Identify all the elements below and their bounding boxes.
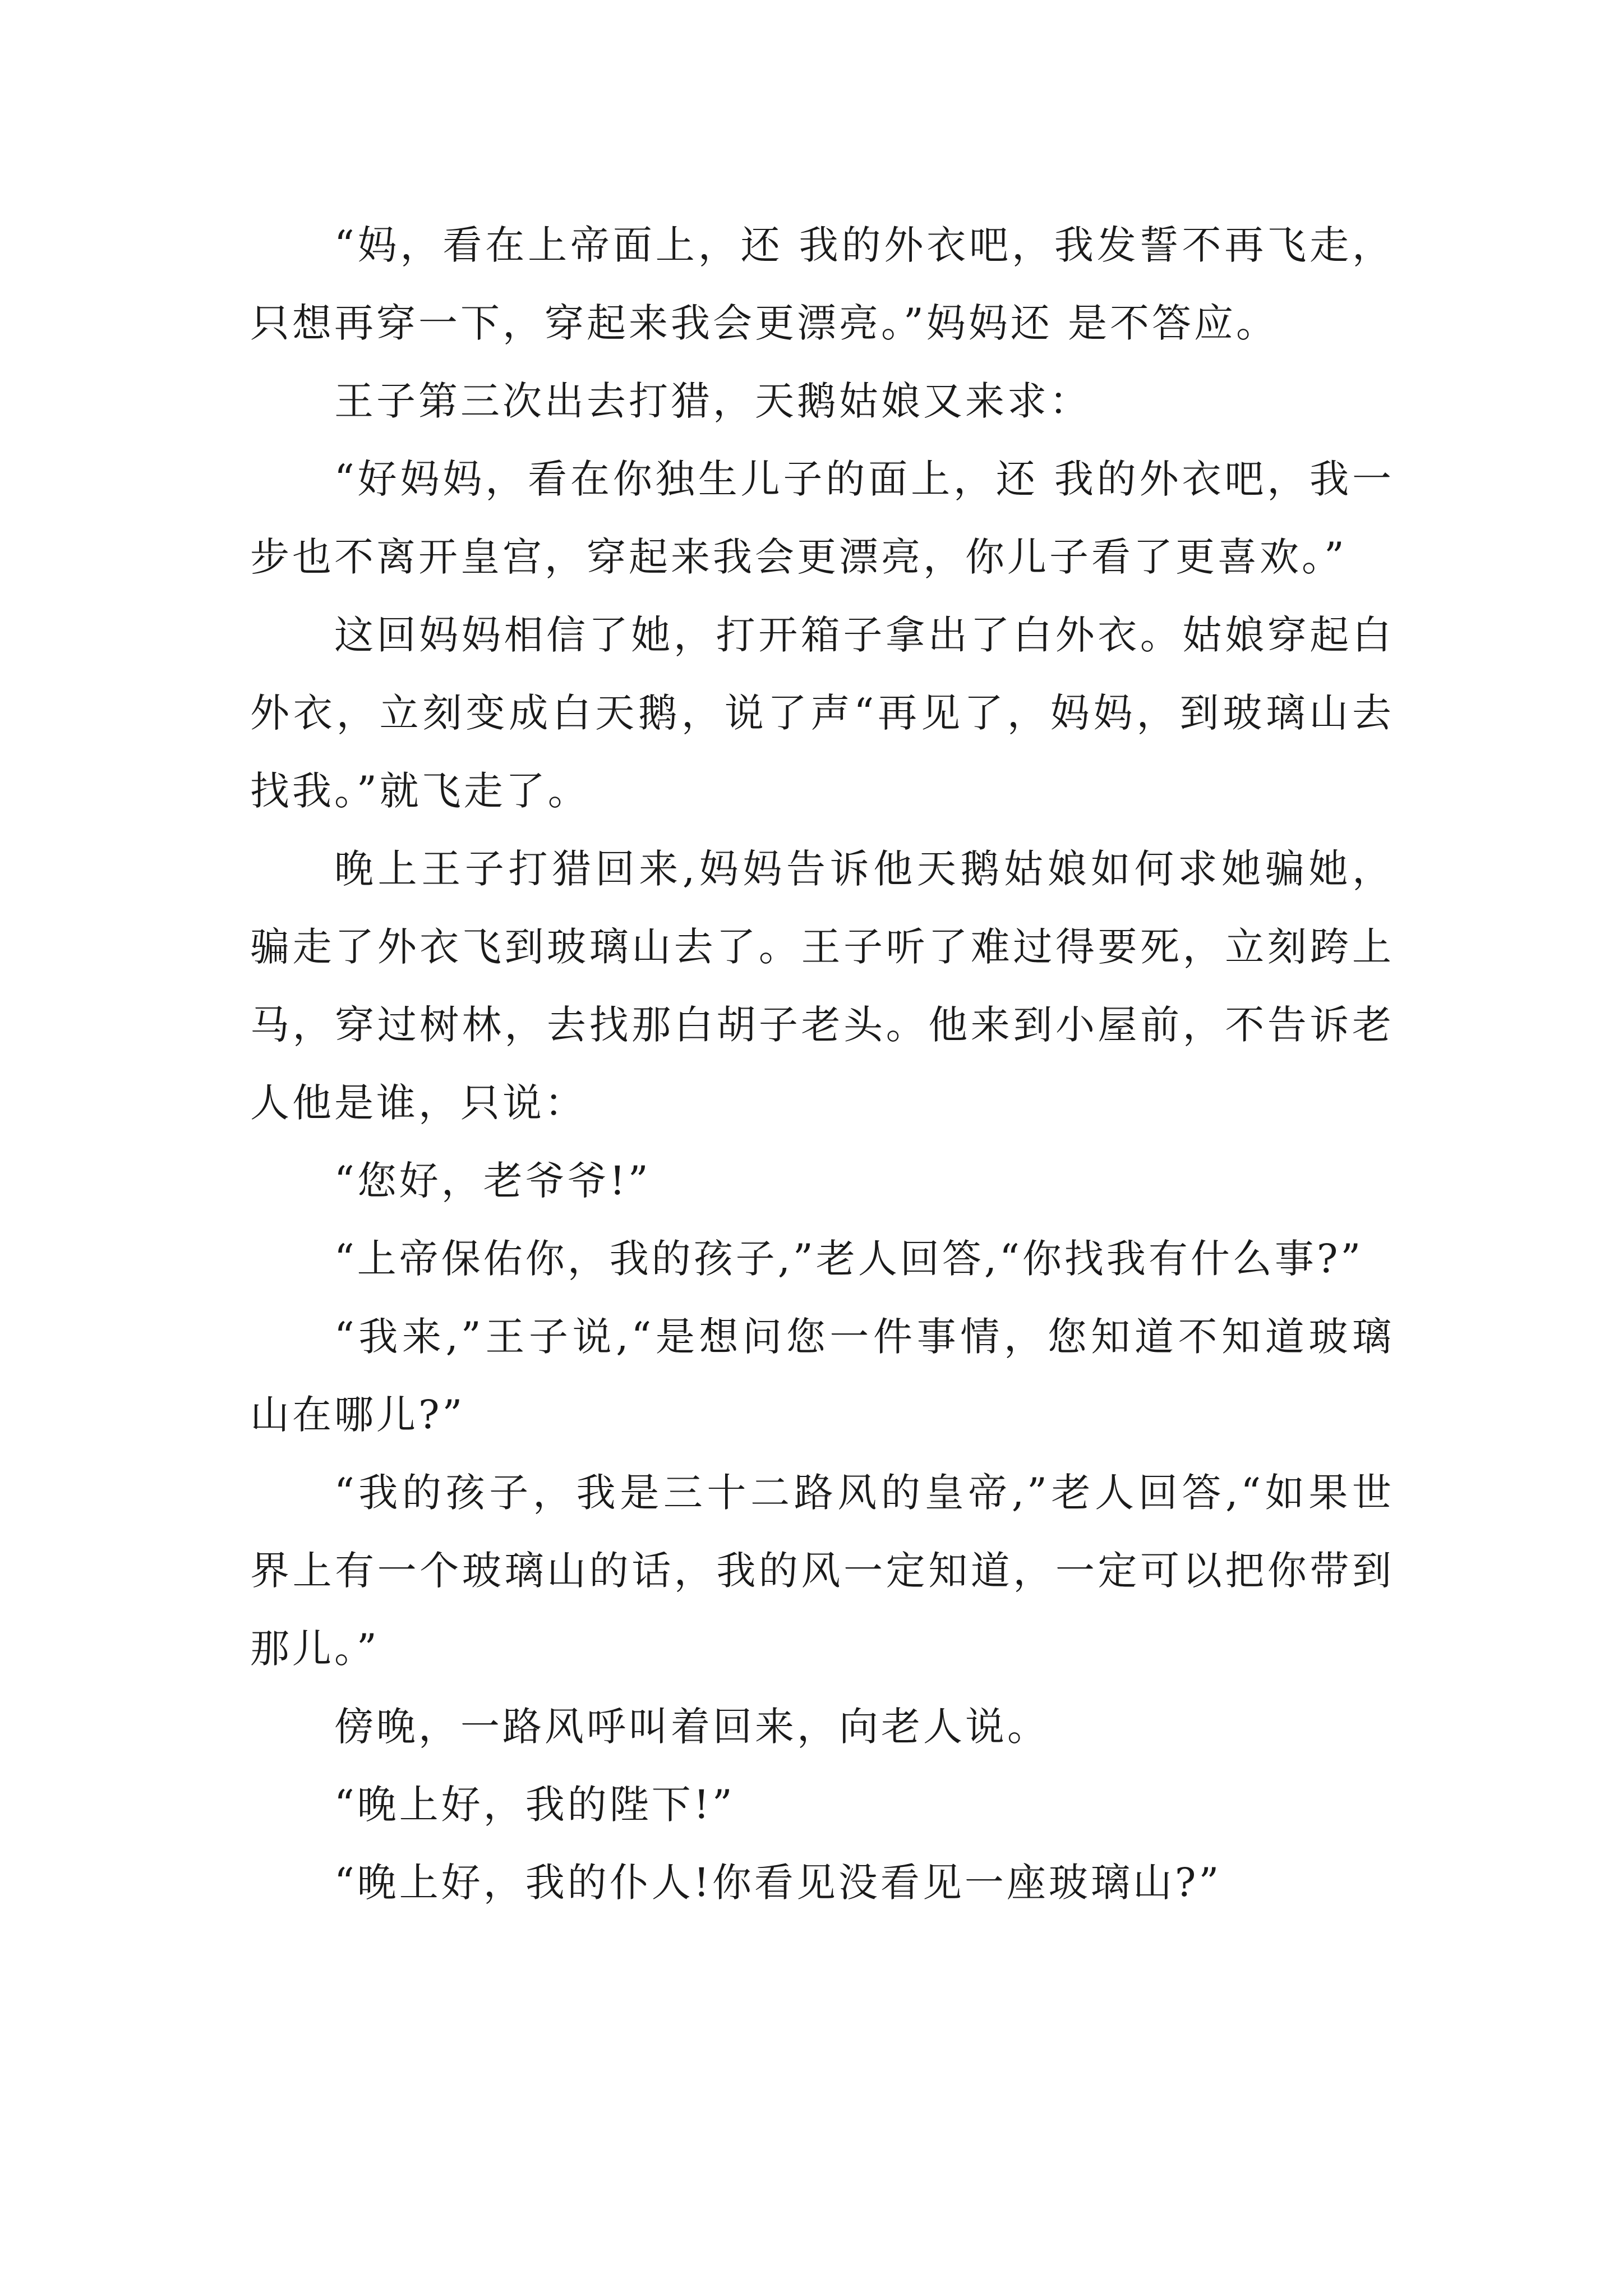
paragraph: 傍晚，一路风呼叫着回来，向老人说。 xyxy=(334,1704,1049,1750)
paragraph: 晚上王子打猎回来,妈妈告诉他天鹅姑娘如何求她骗她，骗走了外衣飞到玻璃山去了。王子听了难过得要死，立刻跨上马，穿过树林，去找那白胡子老头。他来到小屋前，不告诉老人他是谁，只说： xyxy=(250,846,1394,1126)
paragraph: “好妈妈，看在你独生儿子的面上，还 我的外衣吧，我一步也不离开皇宫，穿起来我会更漂亮，你儿子看了更喜欢。” xyxy=(250,456,1394,580)
paragraph: “您好，老爷爷!” xyxy=(334,1158,651,1204)
paragraph: 这回妈妈相信了她，打开箱子拿出了白外衣。姑娘穿起白外衣，立刻变成白天鹅，说了声“再见了，妈妈，到玻璃山去找我。”就飞走了。 xyxy=(250,612,1394,814)
paragraph: “晚上好，我的仆人!你看见没看见一座玻璃山?” xyxy=(334,1860,1222,1906)
story-text xyxy=(250,206,1394,1922)
paragraph: 王子第三次出去打猎，天鹅姑娘又来求： xyxy=(334,378,1091,424)
paragraph: “晚上好，我的陛下!” xyxy=(334,1782,735,1828)
paragraph: “妈，看在上帝面上，还 我的外衣吧，我发誓不再飞走，只想再穿一下，穿起来我会更漂亮。”妈妈还 是不答应。 xyxy=(250,222,1394,346)
paragraph: “上帝保佑你，我的孩子,”老人回答,“你找我有什么事?” xyxy=(334,1236,1364,1282)
paragraph: “我的孩子，我是三十二路风的皇帝,”老人回答,“如果世界上有一个玻璃山的话，我的风一定知道，一定可以把你带到那儿。” xyxy=(250,1470,1394,1672)
paragraph: “我来,”王子说,“是想问您一件事情，您知道不知道玻璃山在哪儿?” xyxy=(250,1314,1394,1438)
